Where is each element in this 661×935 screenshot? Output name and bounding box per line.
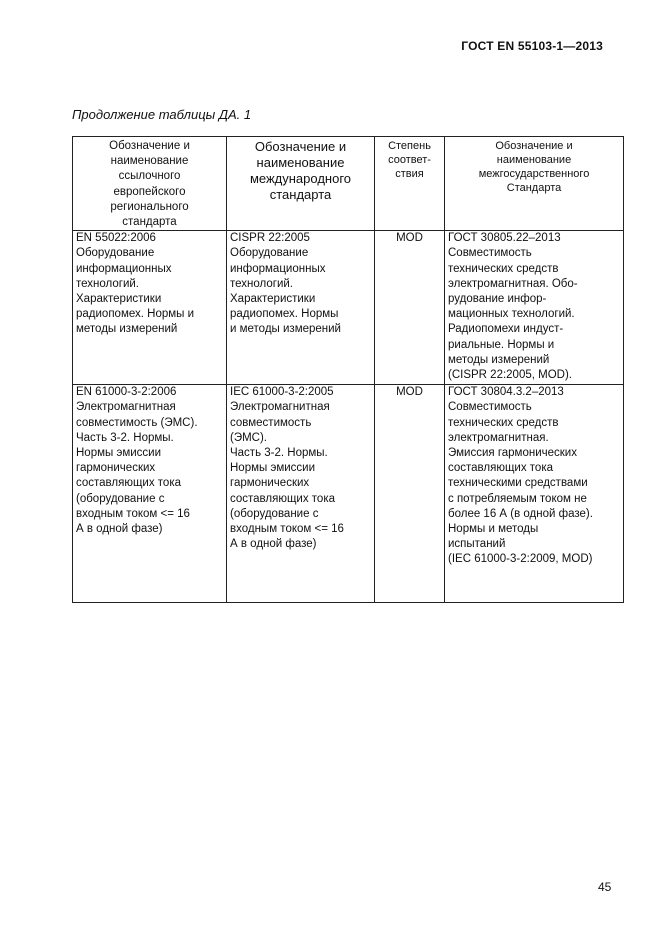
standard-code-header: ГОСТ EN 55103-1—2013 <box>461 39 603 53</box>
page-number: 45 <box>598 880 612 894</box>
table-caption: Продолжение таблицы ДА. 1 <box>72 107 252 122</box>
column-header-degree: Степень соответ- ствия <box>375 137 445 231</box>
column-header-interstate: Обозначение и наименование межгосударственного Стандарта <box>445 137 624 231</box>
cell-international-standard: IEC 61000-3-2:2005 Электромагнитная совместимость (ЭМС). Часть 3-2. Нормы. Нормы эмиссии гармонических составляющих тока (оборудование с входным током <= 16 А в одной фазе) <box>227 385 375 603</box>
table-row <box>73 385 624 603</box>
table-row <box>73 231 624 385</box>
cell-international-standard: CISPR 22:2005 Оборудование информационных технологий. Характеристики радиопомех. Нормы и методы измерений <box>227 231 375 385</box>
reference-standards-table <box>72 136 624 603</box>
column-header-international: Обозначение и наименование международного стандарта <box>227 137 375 231</box>
cell-interstate-standard: ГОСТ 30804.3.2–2013 Совместимость технических средств электромагнитная. Эмиссия гармонических составляющих тока техническими средствами с потребляемым током не более 16 А (в одной фазе). Нормы и методы испытаний (IEC 61000-3-2:2009, MOD) <box>445 385 624 603</box>
cell-degree: MOD <box>375 231 445 385</box>
cell-european-standard: EN 55022:2006 Оборудование информационных технологий. Характеристики радиопомех. Нормы и методы измерений <box>73 231 227 385</box>
cell-interstate-standard: ГОСТ 30805.22–2013 Совместимость технических средств электромагнитная. Обо- рудование инфор- мационных технологий. Радиопомехи индуст- риальные. Нормы и методы измерений (CISPR 22:2005, MOD). <box>445 231 624 385</box>
table-header-row <box>73 137 624 231</box>
cell-european-standard: EN 61000-3-2:2006 Электромагнитная совместимость (ЭМС). Часть 3-2. Нормы. Нормы эмиссии гармонических составляющих тока (оборудование с входным током <= 16 А в одной фазе) <box>73 385 227 603</box>
column-header-european: Обозначение и наименование ссылочного европейского регионального стандарта <box>73 137 227 231</box>
cell-degree: MOD <box>375 385 445 603</box>
